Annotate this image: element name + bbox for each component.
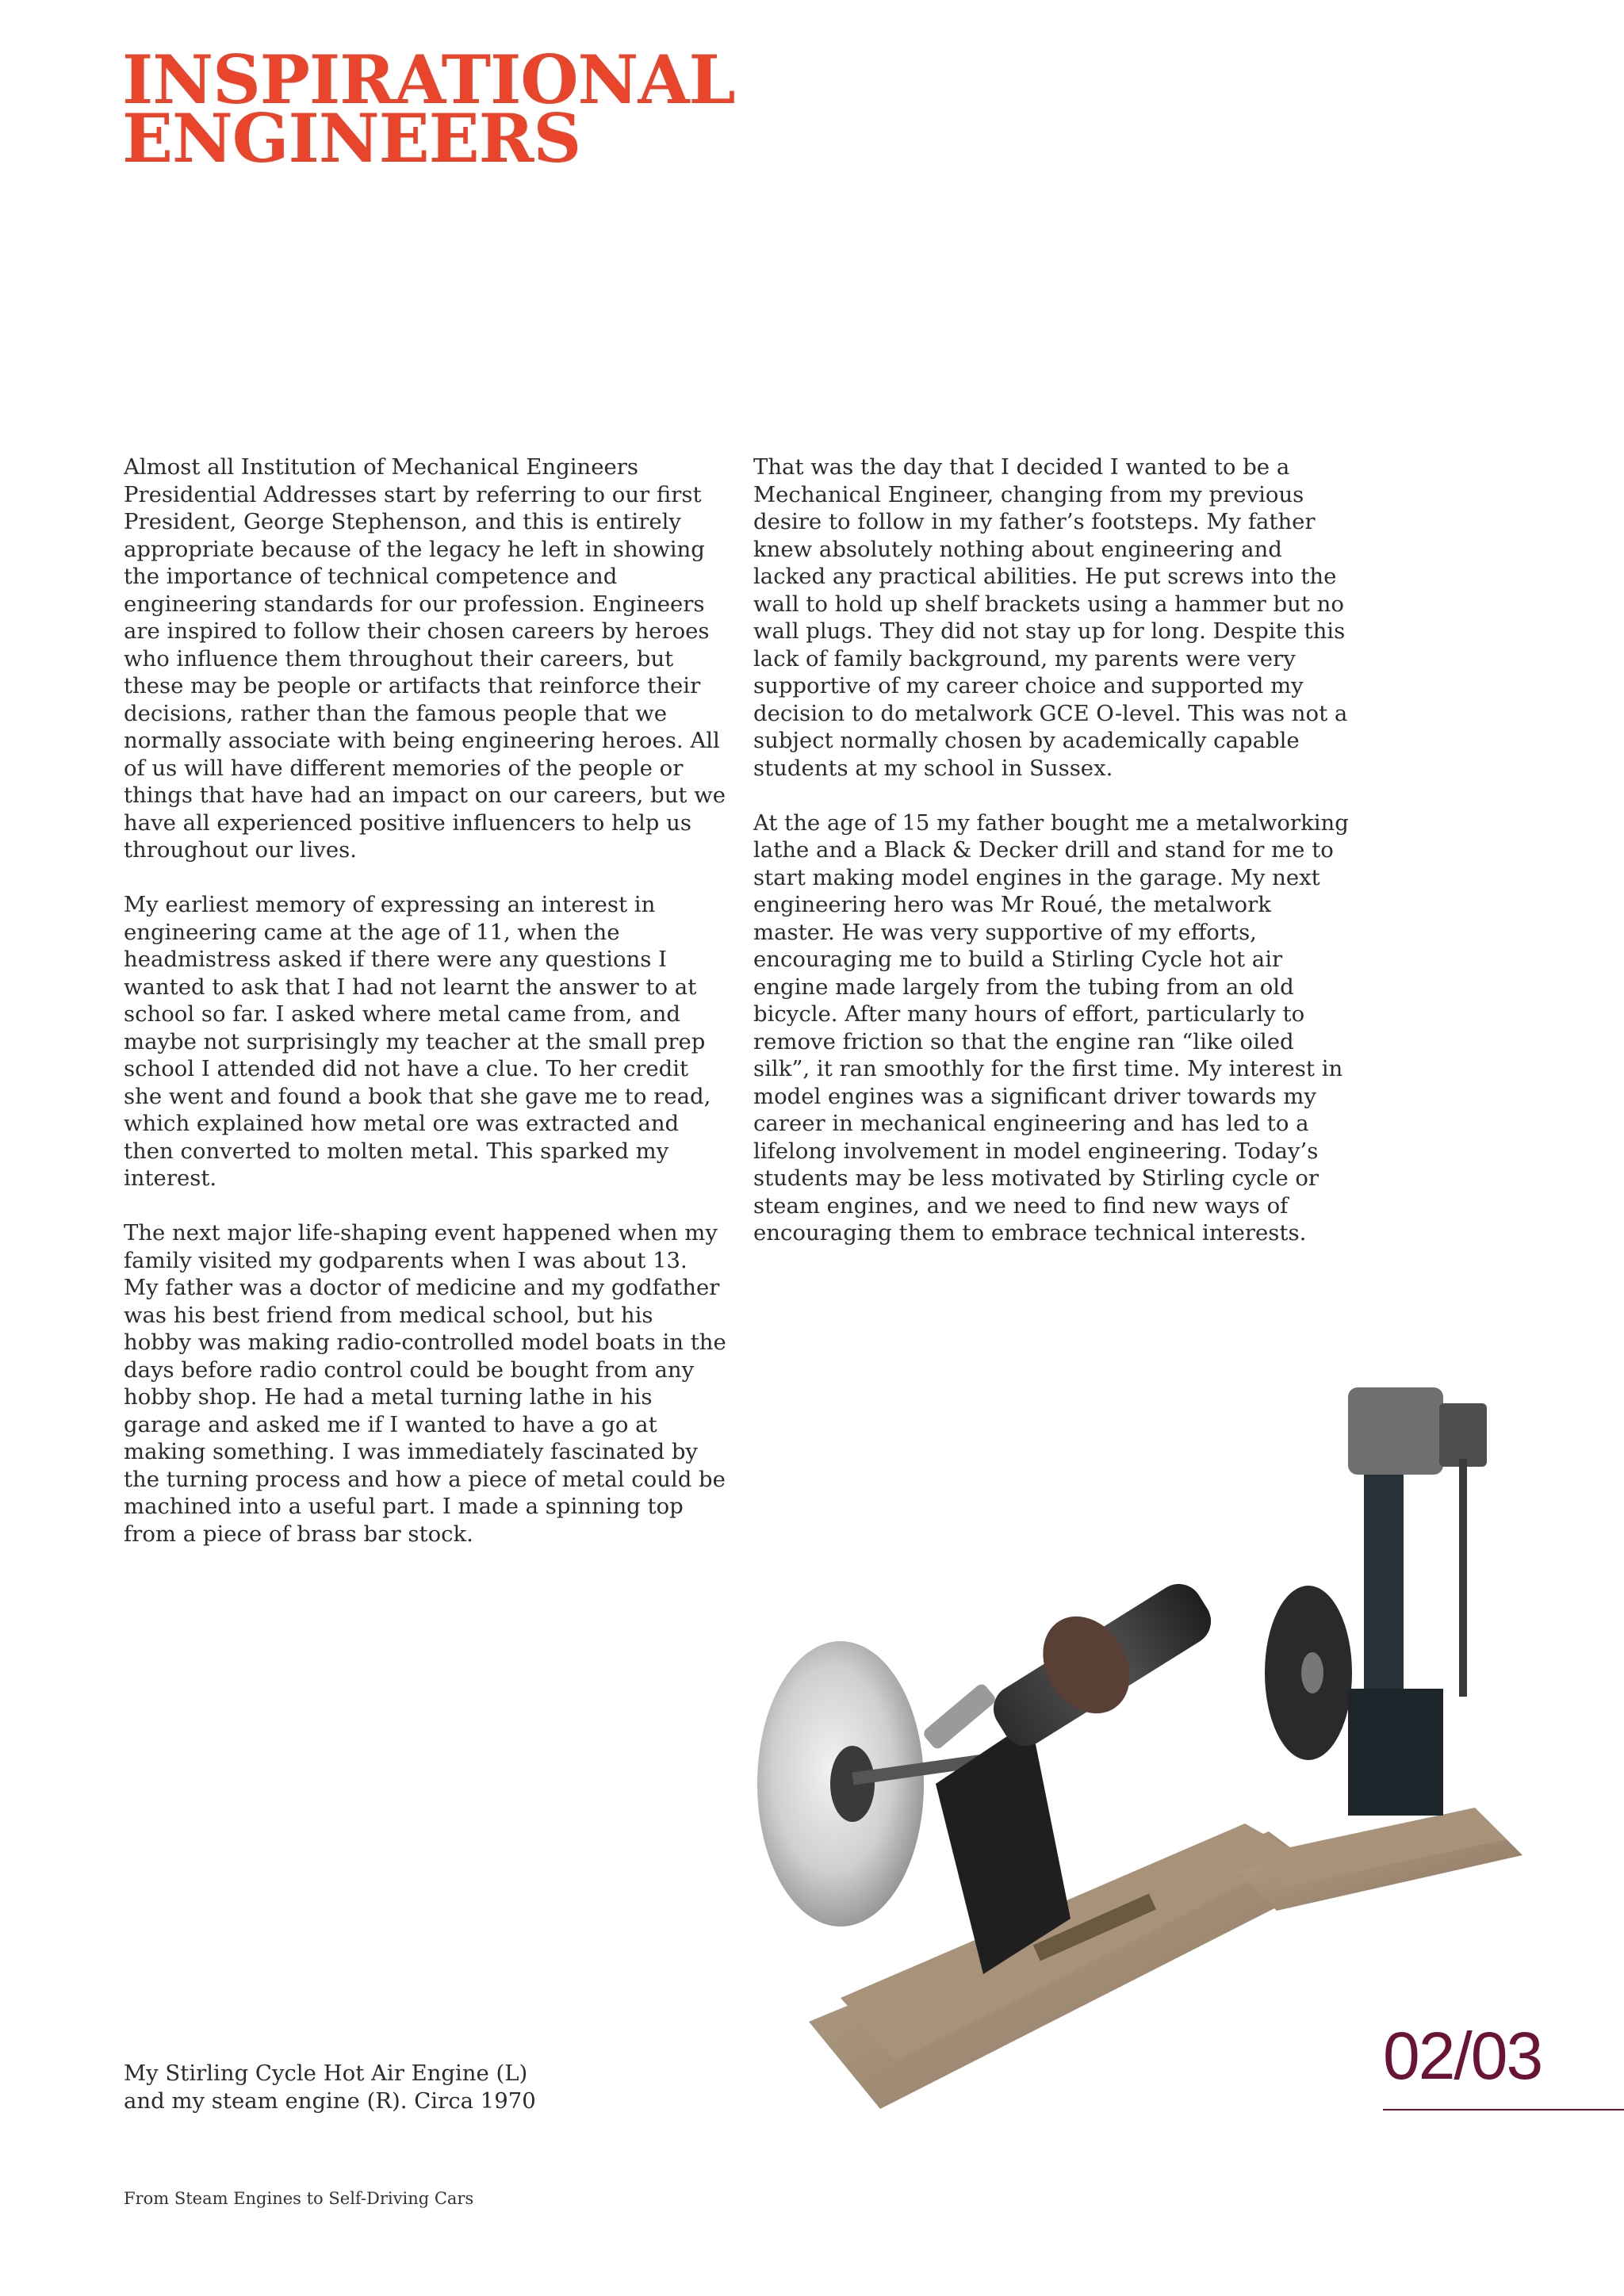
left-paragraph-2: My earliest memory of expressing an interest in engineering came at the age of 11, when the headmistress asked if there were any questions I wanted to ask that I had not learnt the answer to at school so far. I asked where metal came from, and maybe not surprisingly my teacher at the small prep school I attended did not have a clue. To her credit she went and found a book that she gave me to read, which explained how metal ore was extracted and then converted to molten metal. This sparked my interest. <box>124 892 711 1191</box>
right-text-column <box>753 453 1356 1274</box>
stirling-engine <box>757 1575 1332 2109</box>
right-paragraph-2: At the age of 15 my father bought me a metalworking lathe and a Black & Decker drill and stand for me to start making model engines in the garage. My next engineering hero was Mr Roué, the metalwork master. He was very supportive of my efforts, encouraging me to build a Stirling Cycle hot air engine made largely from the tubing from an old bicycle. After many hours of effort, particularly to remove friction so that the engine ran “like oiled silk”, it ran smoothly for the first time. My interest in model engines was a significant driver towards my career in mechanical engineering and has led to a lifelong involvement in model engineering. Today’s students may be less motivated by Stirling cycle or steam engines, and we need to find new ways of encouraging them to embrace technical interests. <box>753 809 1349 1246</box>
steam-engine <box>1237 1387 1522 1911</box>
steam-frame <box>1348 1689 1443 1816</box>
title-line-2: ENGINEERS <box>122 99 581 178</box>
steam-rod <box>1459 1459 1467 1697</box>
title-line-1: INSPIRATIONAL <box>122 40 735 119</box>
left-text-column <box>124 453 726 1575</box>
steam-valve-chest <box>1439 1403 1487 1467</box>
left-paragraph-1: Almost all Institution of Mechanical Engineers Presidential Addresses start by referring to our first President, George Stephenson, and this is entirely appropriate because of the legacy he left in showing the importance of technical competence and engineering standards for our profession. Engineers are inspired to follow their chosen careers by heroes who influence them throughout their careers, but these may be people or artifacts that reinforce their decisions, rather than the famous people that we normally associate with being engineering heroes. All of us will have different memories of the people or things that have had an impact on our careers, but we have all experienced positive influencers to help us throughout our lives. <box>124 454 726 863</box>
right-paragraph-1: That was the day that I decided I wanted to be a Mechanical Engineer, changing from my previous desire to follow in my father’s footsteps. My father knew absolutely nothing about engineering and lacked any practical abilities. He put screws into the wall to hold up shelf brackets using a hammer but no wall plugs. They did not stay up for long. Despite this lack of family background, my parents were very supportive of my career choice and supported my decision to do metalwork GCE O-level. This was not a subject normally chosen by academically capable students at my school in Sussex. <box>753 454 1348 781</box>
steam-flywheel-hub <box>1301 1652 1323 1693</box>
photo-caption <box>124 2060 599 2114</box>
page-number-rule <box>1383 2109 1624 2110</box>
caption-line-1: My Stirling Cycle Hot Air Engine (L) <box>124 2061 528 2086</box>
page-number: 02/03 <box>1383 2019 1542 2093</box>
page-title <box>122 40 735 178</box>
steam-cylinder <box>1348 1387 1443 1475</box>
left-paragraph-3: The next major life-shaping event happened when my family visited my godparents when I was about 13. My father was a doctor of medicine and my godfather was his best friend from medical school, but his hobby was making radio-controlled model boats in the days before radio control could be bought from any hobby shop. He had a metal turning lathe in his garage and asked me if I wanted to have a go at making something. I was immediately fascinated by the turning process and how a piece of metal could be machined into a useful part. I made a spinning top from a piece of brass bar stock. <box>124 1220 726 1547</box>
caption-line-2: and my steam engine (R). Circa 1970 <box>124 2087 536 2114</box>
flywheel-hub <box>830 1746 875 1822</box>
footer-text: From Steam Engines to Self-Driving Cars <box>124 2189 474 2208</box>
stirling-crank <box>921 1682 998 1751</box>
